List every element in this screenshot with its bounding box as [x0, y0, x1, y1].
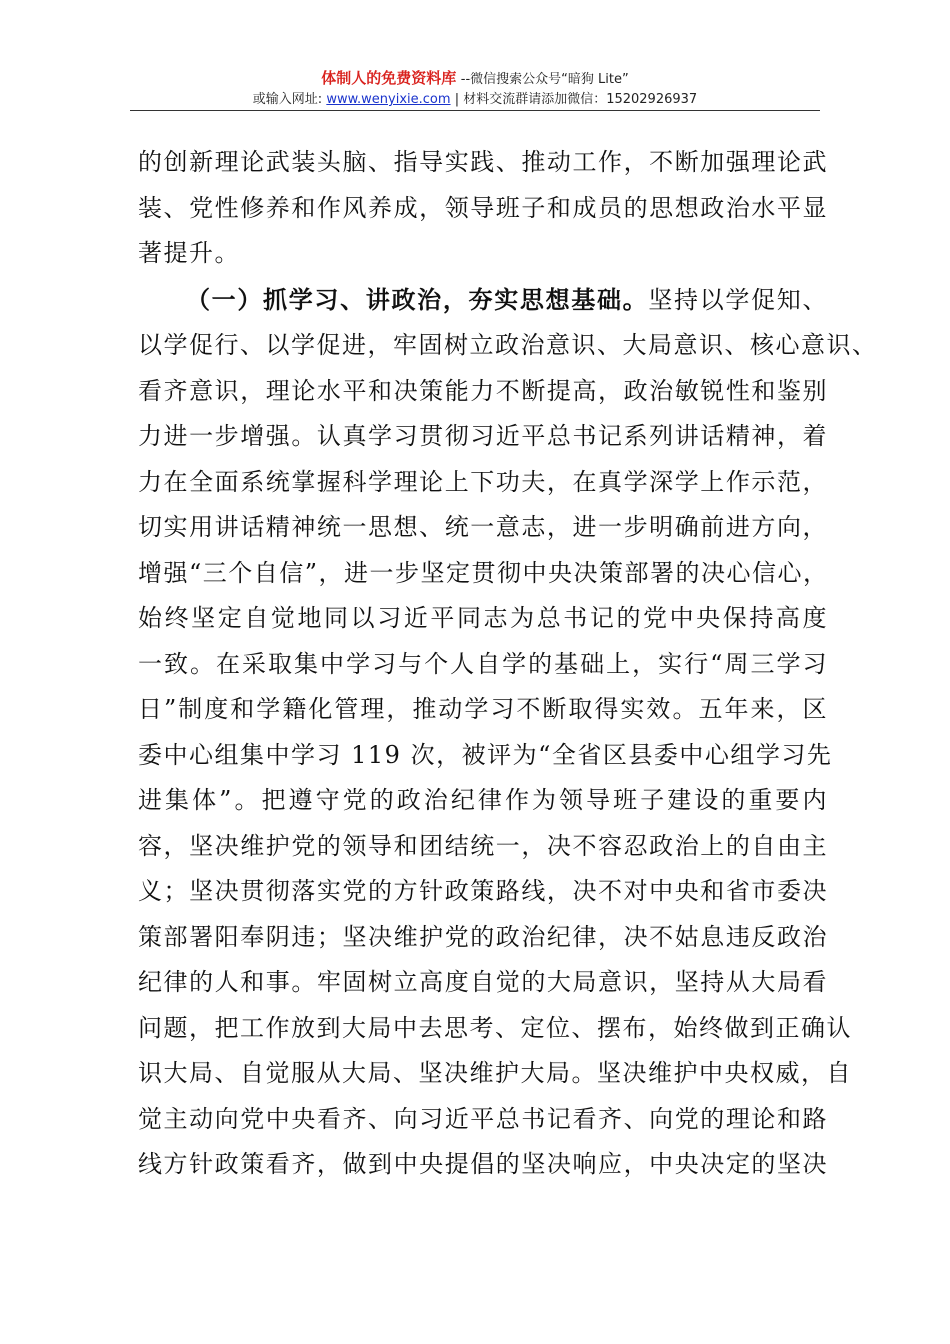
text-line: 委中心组集中学习 119 次，被评为“全省区县委中心组学习先 — [138, 740, 833, 769]
header-url-prefix: 或输入网址: — [252, 92, 323, 107]
text-line: 增强“三个自信”，进一步坚定贯彻中央决策部署的决心信心， — [138, 558, 829, 587]
paragraph-2 — [138, 277, 878, 1188]
document-body — [138, 140, 878, 1188]
text-line: 进集体”。把遵守党的政治纪律作为领导班子建设的重要内 — [138, 786, 828, 814]
header-subtitle: --微信搜索公众号“暗狗 Lite” — [460, 72, 629, 87]
text-line — [138, 277, 828, 324]
header-divider — [130, 110, 820, 111]
text-line: 力在全面系统掌握科学理论上下功夫，在真学深学上作示范， — [138, 467, 828, 496]
heading-continuation: 坚持以学促知、 — [648, 285, 828, 314]
text-line: 容，坚决维护党的领导和团结统一，决不容忍政治上的自由主 — [138, 831, 828, 860]
text-line: 切实用讲话精神统一思想、统一意志，进一步明确前进方向， — [138, 513, 828, 541]
text-line: 线方针政策看齐，做到中央提倡的坚决响应，中央决定的坚决 — [138, 1150, 828, 1178]
text-line: 策部署阳奉阴违；坚决维护党的政治纪律，决不姑息违反政治 — [138, 922, 828, 951]
text-line: 义；坚决贯彻落实党的方针政策路线，决不对中央和省市委决 — [138, 877, 828, 905]
section-heading: （一）抓学习、讲政治，夯实思想基础。 — [186, 284, 649, 314]
header-line-2 — [130, 90, 820, 110]
header-url-link[interactable]: www.wenyixie.com — [326, 92, 451, 107]
text-line: 问题，把工作放到大局中去思考、定位、摆布，始终做到正确认 — [138, 1013, 852, 1042]
paragraph-1 — [138, 140, 828, 277]
text-line: 始终坚定自觉地同以习近平同志为总书记的党中央保持高度 — [138, 604, 828, 632]
page-header — [130, 68, 820, 110]
header-contact: | 材料交流群请添加微信：15202926937 — [454, 92, 698, 107]
text-line: 看齐意识，理论水平和决策能力不断提高，政治敏锐性和鉴别 — [138, 376, 828, 405]
text-line: 以学促行、以学促进，牢固树立政治意识、大局意识、核心意识、 — [138, 331, 878, 359]
text-line: 识大局、自觉服从大局、坚决维护大局。坚决维护中央权威，自 — [138, 1059, 852, 1087]
text-line: 装、党性修养和作风养成，领导班子和成员的思想政治水平显 — [138, 193, 828, 222]
text-line: 一致。在采取集中学习与个人自学的基础上，实行“周三学习 — [138, 649, 828, 678]
text-line: 的创新理论武装头脑、指导实践、推动工作，不断加强理论武 — [138, 148, 828, 176]
text-line: 觉主动向党中央看齐、向习近平总书记看齐、向党的理论和路 — [138, 1104, 828, 1133]
header-title: 体制人的免费资料库 — [321, 69, 457, 87]
text-line: 力进一步增强。认真学习贯彻习近平总书记系列讲话精神，着 — [138, 422, 828, 450]
text-line: 纪律的人和事。牢固树立高度自觉的大局意识，坚持从大局看 — [138, 968, 828, 996]
header-line-1 — [130, 68, 820, 90]
text-line: 著提升。 — [138, 239, 240, 267]
text-line: 日”制度和学籍化管理，推动学习不断取得实效。五年来，区 — [138, 695, 828, 723]
